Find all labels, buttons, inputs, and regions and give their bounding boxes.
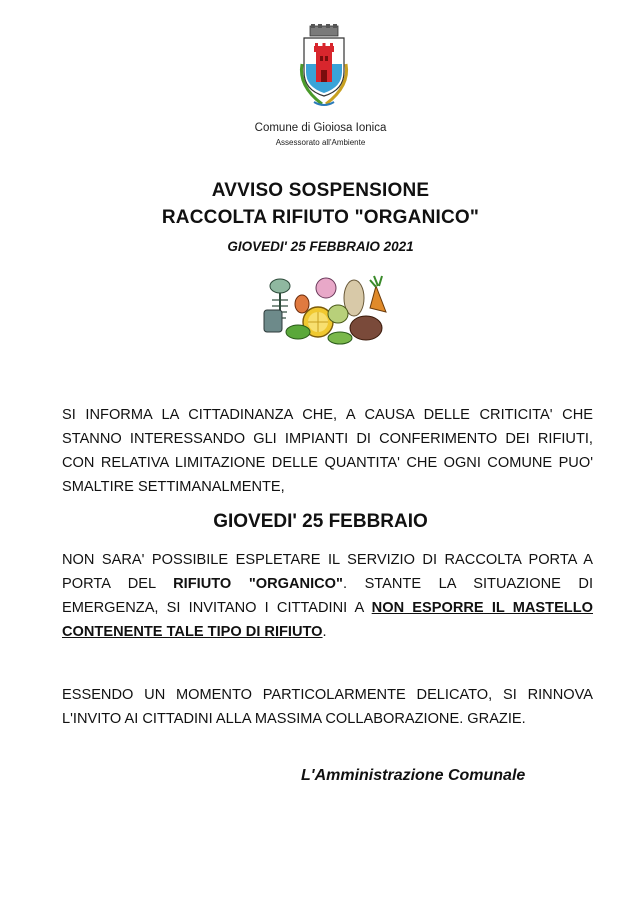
suspension-text-part1: NON SARA' POSSIBILE ESPLETARE IL SERVIZIO DI RACCOLTA PORTA A PORTA DEL [62, 552, 593, 592]
info-paragraph: SI INFORMA LA CITTADINANZA CHE, A CAUSA DELLE CRITICITA' CHE STANNO INTERESSANDO GLI IMPIANTI DI CONFERIMENTO DEI RIFIUTI, CON RELATIVA LIMITAZIONE DELLE QUANTITA' CHE OGNI COMUNE PUO' SMALTIRE SETTIMANALMENTE, [62, 407, 593, 495]
notice-title-line2: RACCOLTA RIFIUTO "ORGANICO" [161, 207, 480, 228]
notice-title-line1: AVVISO SOSPENSIONE [211, 180, 430, 201]
organic-waste-illustration [258, 268, 394, 358]
municipality-name: Comune di Gioiosa Ionica [254, 122, 387, 134]
do-not-expose-instruction: NON ESPORRE IL MASTELLO CONTENENTE TALE TIPO DI RIFIUTO [62, 600, 593, 640]
notice-date: GIOVEDI' 25 FEBBRAIO 2021 [227, 239, 414, 254]
suspension-date: GIOVEDI' 25 FEBBRAIO [213, 511, 428, 532]
closing-paragraph: ESSENDO UN MOMENTO PARTICOLARMENTE DELICATO, SI RINNOVA L'INVITO AI CITTADINI ALLA MASSIMA COLLABORAZIONE. GRAZIE. [62, 687, 593, 727]
signature: L'Amministrazione Comunale [301, 767, 526, 784]
organic-waste-label: RIFIUTO "ORGANICO" [173, 576, 343, 592]
department-name: Assessorato all'Ambiente [275, 138, 366, 147]
suspension-text-part2: . STANTE LA SITUAZIONE DI EMERGENZA, SI INVITANO I CITTADINI A [62, 576, 594, 616]
suspension-paragraph [62, 548, 593, 644]
municipal-crest-icon [296, 24, 352, 108]
suspension-text-end: . [322, 624, 327, 640]
